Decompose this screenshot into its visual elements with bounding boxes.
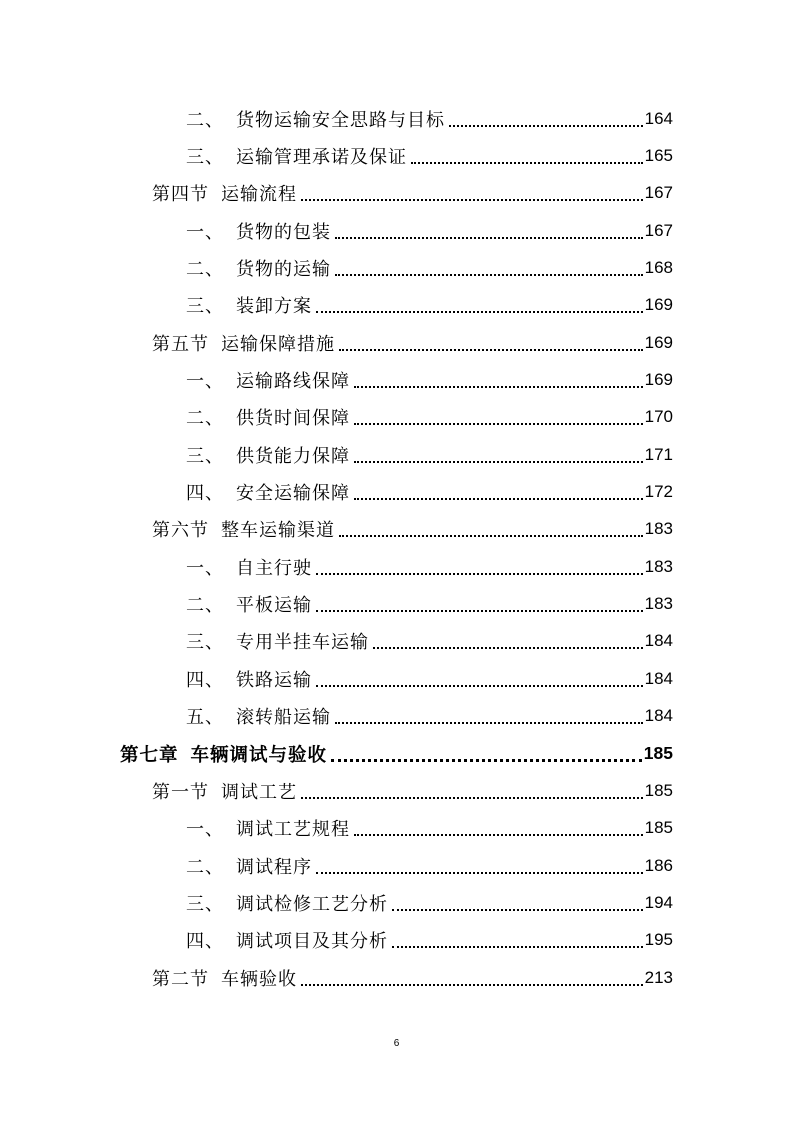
toc-entry-title	[152, 180, 297, 206]
toc-entry-text: 铁路运输	[236, 669, 312, 691]
toc-entry-number: 四、	[186, 483, 224, 505]
dot-leader	[316, 872, 643, 874]
toc-entry-title	[186, 442, 350, 468]
dot-leader	[316, 610, 643, 612]
toc-entry-title	[120, 741, 327, 767]
toc-entry-text: 滚转船运输	[236, 707, 331, 729]
dot-leader	[316, 573, 643, 575]
dot-leader	[392, 946, 643, 948]
toc-entry-section[interactable]	[0, 324, 793, 361]
toc-entry-text: 调试项目及其分析	[236, 931, 388, 953]
toc-entry-section[interactable]	[0, 772, 793, 809]
dot-leader	[316, 685, 643, 687]
toc-entry-page: 171	[644, 444, 673, 464]
toc-entry-text: 运输流程	[221, 184, 297, 206]
toc-entry-title	[186, 143, 407, 169]
toc-entry-item[interactable]	[0, 698, 793, 735]
toc-entry-text: 调试工艺	[221, 781, 297, 803]
toc-entry-number: 第七章	[120, 744, 179, 766]
toc-entry-title	[186, 218, 331, 244]
toc-entry-page: 184	[644, 706, 673, 726]
toc-entry-page: 183	[644, 594, 673, 614]
dot-leader	[331, 759, 642, 762]
toc-entry-title	[152, 778, 297, 804]
toc-entry-number: 五、	[186, 707, 224, 729]
toc-entry-text: 货物的运输	[236, 259, 331, 281]
toc-entry-number: 四、	[186, 931, 224, 953]
toc-entry-item[interactable]	[0, 810, 793, 847]
toc-entry-title	[186, 628, 369, 654]
toc-entry-text: 专用半挂车运输	[236, 632, 369, 654]
toc-entry-page: 169	[644, 332, 673, 352]
toc-entry-number: 二、	[186, 856, 224, 878]
toc-entry-title	[186, 591, 312, 617]
toc-entry-page: 184	[644, 631, 673, 651]
toc-entry-title	[186, 927, 388, 953]
toc-entry-number: 二、	[186, 259, 224, 281]
toc-entry-page: 213	[644, 967, 673, 987]
dot-leader	[392, 909, 643, 911]
toc-entry-page: 169	[644, 295, 673, 315]
toc-entry-page: 194	[644, 892, 673, 912]
toc-entry-text: 供货能力保障	[236, 445, 350, 467]
page-number: 6	[393, 1038, 400, 1049]
toc-entry-page: 184	[644, 668, 673, 688]
toc-entry-title	[186, 404, 350, 430]
toc-entry-number: 第四节	[152, 184, 209, 206]
toc-entry-page: 167	[644, 183, 673, 203]
toc-entry-item[interactable]	[0, 473, 793, 510]
toc-entry-page: 170	[644, 407, 673, 427]
toc-entry-title	[186, 292, 312, 318]
toc-entry-title	[186, 479, 350, 505]
toc-entry-title	[152, 516, 335, 542]
toc-entry-item[interactable]	[0, 623, 793, 660]
dot-leader	[449, 125, 643, 127]
toc-entry-item[interactable]	[0, 922, 793, 959]
dot-leader	[301, 984, 643, 986]
toc-entry-page: 165	[644, 146, 673, 166]
dot-leader	[354, 423, 643, 425]
dot-leader	[301, 797, 643, 799]
toc-entry-text: 运输管理承诺及保证	[236, 147, 407, 169]
toc-entry-number: 三、	[186, 893, 224, 915]
toc-entry-number: 二、	[186, 408, 224, 430]
toc-entry-number: 第一节	[152, 781, 209, 803]
toc-entry-page: 164	[644, 108, 673, 128]
toc-entry-item[interactable]	[0, 212, 793, 249]
toc-entry-section[interactable]	[0, 959, 793, 996]
toc-entry-text: 车辆验收	[221, 968, 297, 990]
toc-entry-text: 运输路线保障	[236, 371, 350, 393]
toc-entry-item[interactable]	[0, 847, 793, 884]
toc-entry-item[interactable]	[0, 100, 793, 137]
toc-entry-title	[186, 815, 350, 841]
toc-entry-item[interactable]	[0, 249, 793, 286]
toc-entry-page: 168	[644, 258, 673, 278]
toc-entry-item[interactable]	[0, 660, 793, 697]
toc-entry-text: 安全运输保障	[236, 483, 350, 505]
toc-entry-number: 第六节	[152, 520, 209, 542]
toc-entry-page: 183	[644, 556, 673, 576]
toc-entry-item[interactable]	[0, 884, 793, 921]
dot-leader	[373, 647, 643, 649]
toc-entry-number: 三、	[186, 296, 224, 318]
dot-leader	[339, 535, 643, 537]
dot-leader	[354, 498, 643, 500]
toc-entry-text: 装卸方案	[236, 296, 312, 318]
dot-leader	[411, 162, 643, 164]
dot-leader	[354, 834, 643, 836]
toc-entry-item[interactable]	[0, 361, 793, 398]
dot-leader	[354, 386, 643, 388]
toc-entry-number: 一、	[186, 221, 224, 243]
toc-entry-number: 一、	[186, 557, 224, 579]
dot-leader	[339, 349, 643, 351]
toc-entry-page: 195	[644, 930, 673, 950]
toc-entry-number: 三、	[186, 445, 224, 467]
toc-entry-number: 三、	[186, 147, 224, 169]
dot-leader	[354, 461, 643, 463]
toc-entry-page: 167	[644, 220, 673, 240]
toc-entry-section[interactable]	[0, 175, 793, 212]
toc-entry-page: 172	[644, 482, 673, 502]
toc-entry-chapter[interactable]	[0, 735, 793, 772]
toc-entry-item[interactable]	[0, 436, 793, 473]
toc-entry-title	[186, 666, 312, 692]
toc-entry-item[interactable]	[0, 585, 793, 622]
toc-entry-text: 整车运输渠道	[221, 520, 335, 542]
toc-entry-text: 平板运输	[236, 595, 312, 617]
toc-entry-title	[152, 965, 297, 991]
toc-entry-number: 四、	[186, 669, 224, 691]
toc-entry-page: 185	[643, 743, 673, 764]
toc-entry-title	[186, 554, 312, 580]
toc-entry-title	[152, 330, 335, 356]
toc-entry-number: 一、	[186, 819, 224, 841]
dot-leader	[335, 722, 643, 724]
toc-entry-item[interactable]	[0, 548, 793, 585]
toc-entry-number: 二、	[186, 109, 224, 131]
toc-entry-text: 供货时间保障	[236, 408, 350, 430]
toc-entry-number: 第二节	[152, 968, 209, 990]
toc-entry-title	[186, 106, 445, 132]
toc-entry-text: 货物运输安全思路与目标	[236, 109, 445, 131]
toc-entry-title	[186, 703, 331, 729]
toc-entry-text: 调试工艺规程	[236, 819, 350, 841]
dot-leader	[301, 199, 643, 201]
toc-entry-number: 第五节	[152, 333, 209, 355]
toc-entry-text: 自主行驶	[236, 557, 312, 579]
toc-entry-title	[186, 255, 331, 281]
toc-entry-page: 185	[644, 818, 673, 838]
toc-entry-page: 186	[644, 855, 673, 875]
dot-leader	[335, 237, 643, 239]
toc-entry-title	[186, 367, 350, 393]
toc-entry-item[interactable]	[0, 137, 793, 174]
toc-entry-text: 调试检修工艺分析	[236, 893, 388, 915]
table-of-contents	[0, 100, 793, 996]
toc-entry-number: 二、	[186, 595, 224, 617]
dot-leader	[335, 274, 643, 276]
toc-entry-text: 调试程序	[236, 856, 312, 878]
dot-leader	[316, 311, 643, 313]
toc-entry-page: 169	[644, 370, 673, 390]
toc-entry-item[interactable]	[0, 399, 793, 436]
toc-entry-section[interactable]	[0, 511, 793, 548]
toc-entry-page: 183	[644, 519, 673, 539]
toc-entry-text: 运输保障措施	[221, 333, 335, 355]
toc-entry-item[interactable]	[0, 287, 793, 324]
toc-entry-title	[186, 890, 388, 916]
toc-entry-page: 185	[644, 780, 673, 800]
toc-entry-title	[186, 853, 312, 879]
toc-entry-number: 一、	[186, 371, 224, 393]
toc-entry-text: 车辆调试与验收	[190, 744, 328, 766]
toc-entry-text: 货物的包装	[236, 221, 331, 243]
toc-entry-number: 三、	[186, 632, 224, 654]
